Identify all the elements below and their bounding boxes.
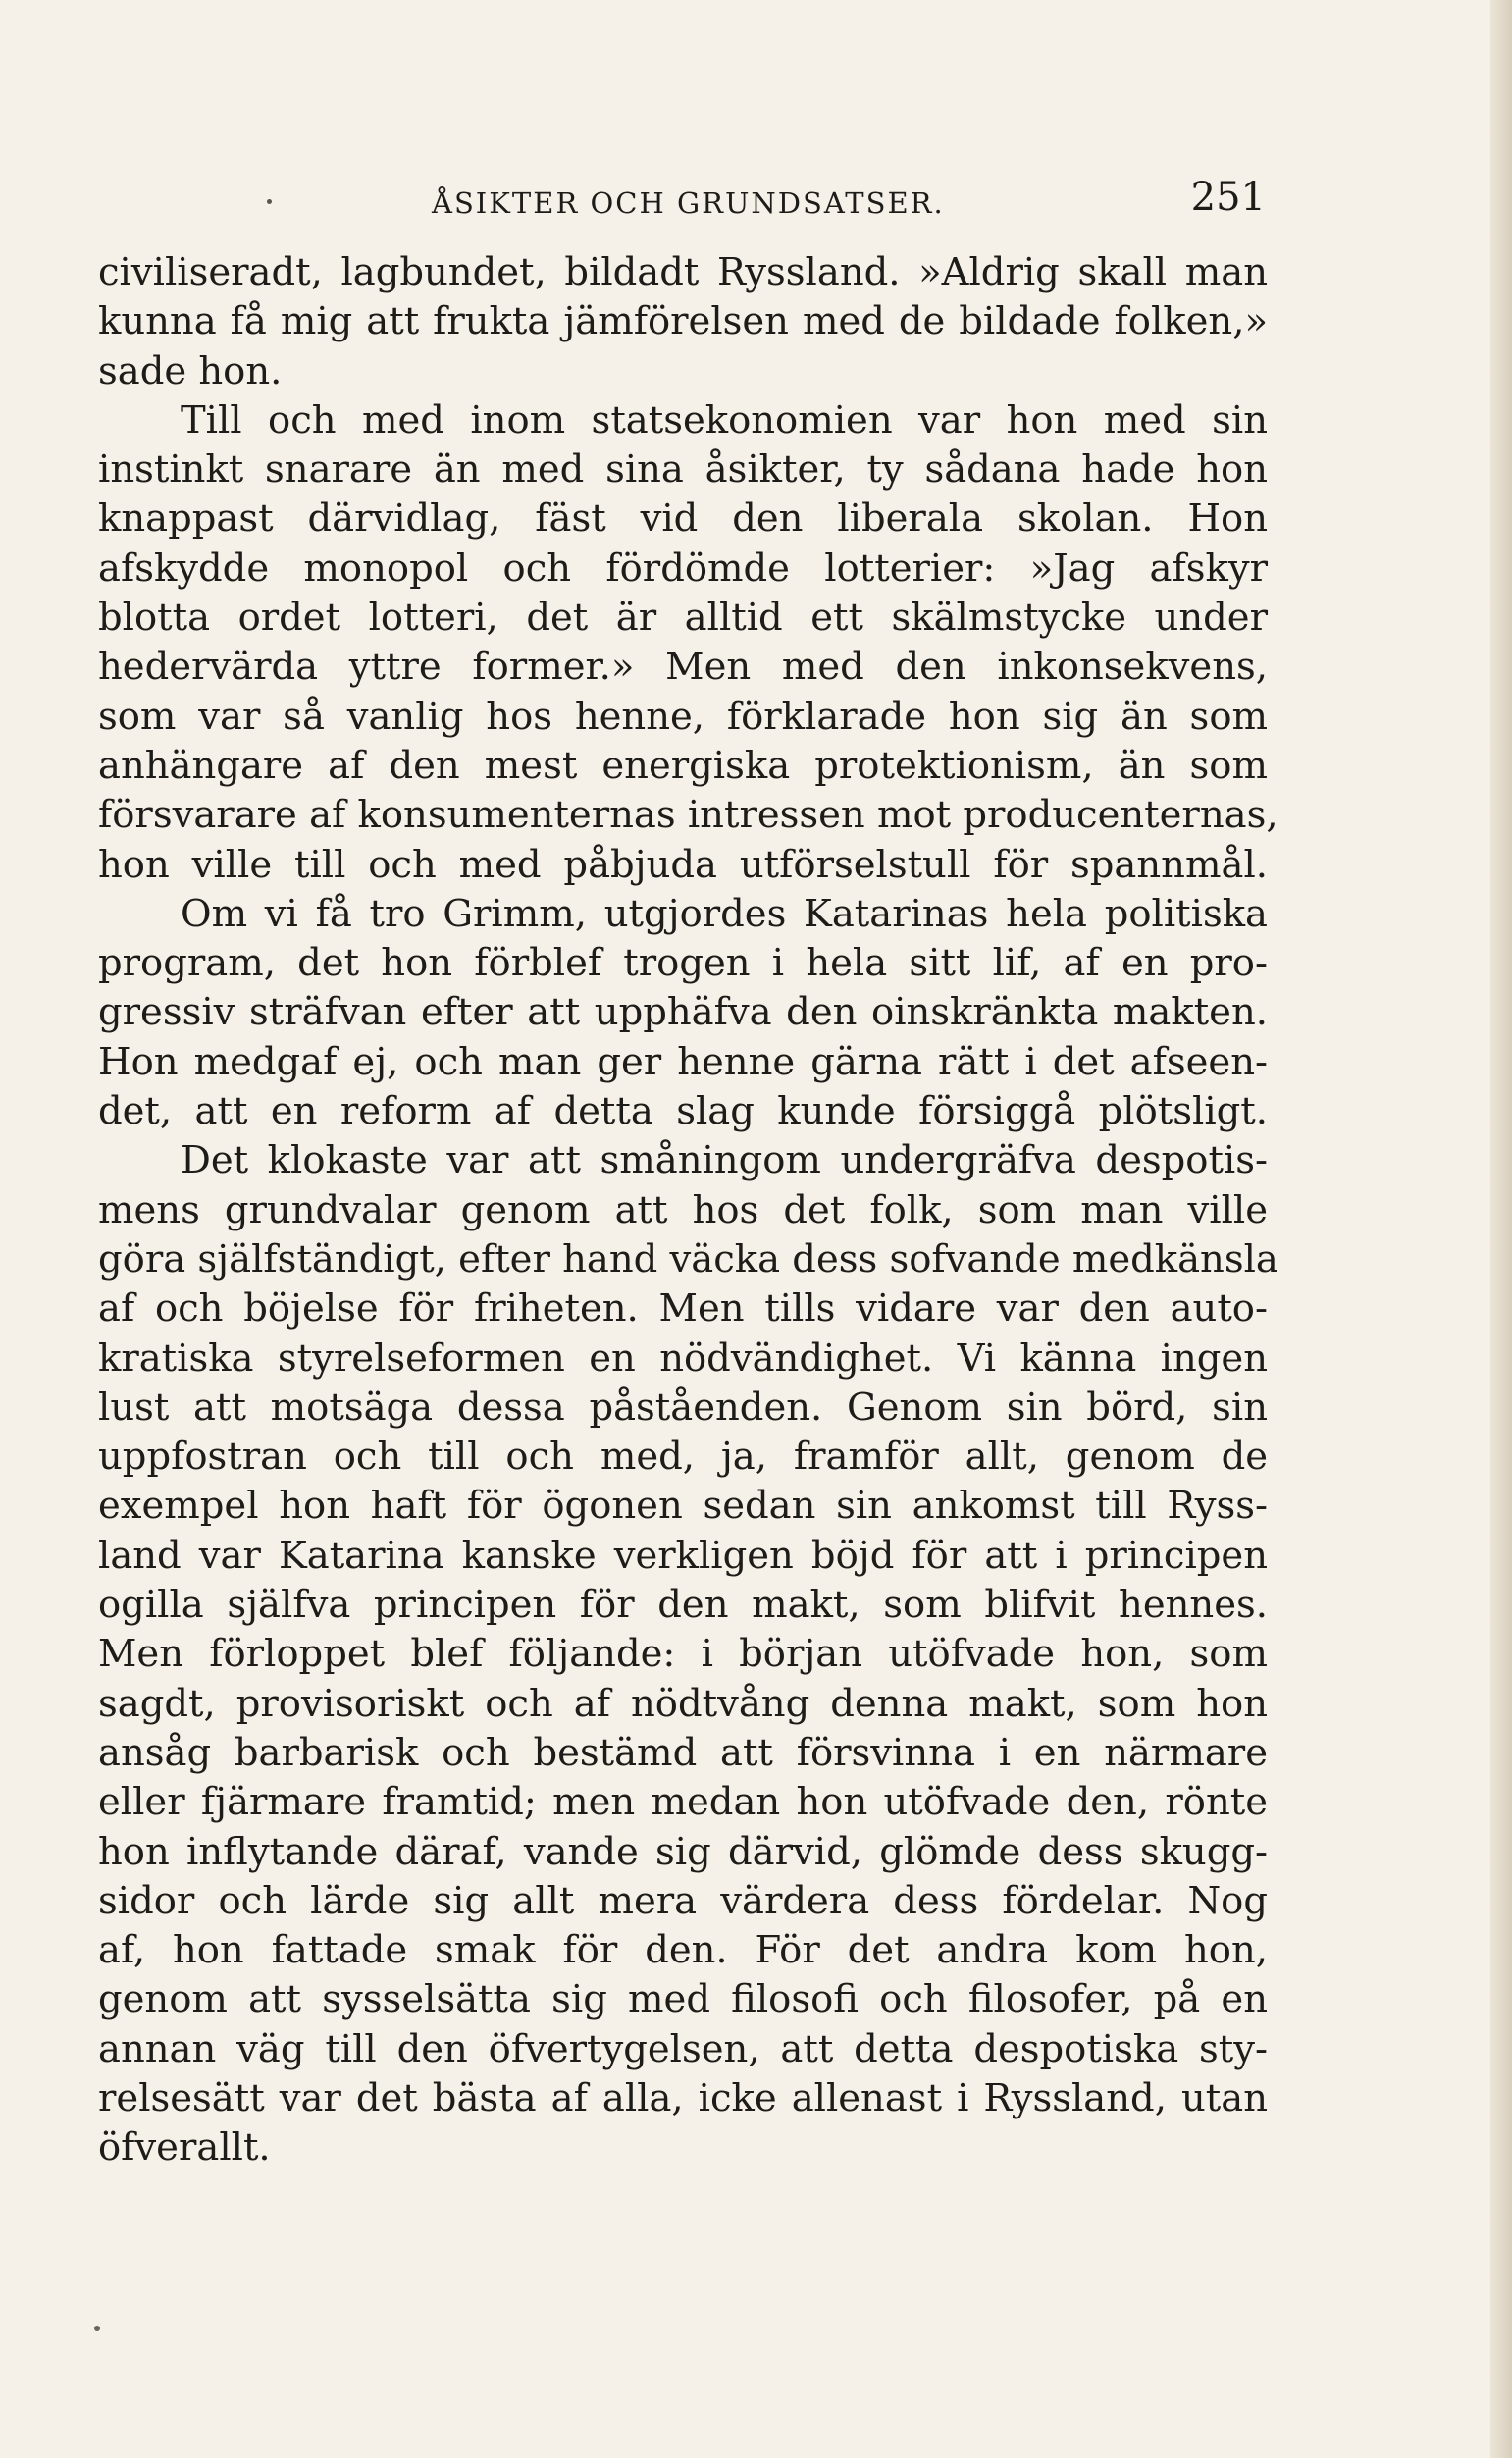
page-edge [1490,0,1512,2458]
text-line: knappast därvidlag, fäst vid den liberala skolan. Hon [98,497,1268,542]
text-line: Till och med inom statsekonomien var hon med sin [181,397,1268,443]
text-line: ansåg barbarisk och bestämd att försvinna i en närmare [98,1730,1268,1775]
text-line: eller fjärmare framtid; men medan hon utöfvade den, rönte [98,1780,1268,1825]
text-line: af och böjelse för friheten. Men tills vidare var den auto- [98,1286,1268,1332]
text-line: det, att en reform af detta slag kunde försiggå plötsligt. [98,1089,1268,1134]
text-line: blotta ordet lotteri, det är alltid ett skälmstycke under [98,596,1268,641]
text-line: civiliseradt, lagbundet, bildadt Ryssland. »Aldrig skall man [98,250,1268,294]
text-line: kunna få mig att frukta jämförelsen med de bildade folken,» [98,299,1268,344]
text-line: instinkt snarare än med sina åsikter, ty sådana hade hon [98,447,1268,493]
body-text [98,248,1278,2173]
text-line: land var Katarina kanske verkligen böjd för att i principen [98,1533,1268,1578]
text-line: gressiv sträfvan efter att upphäfva den oinskränkta makten. [98,990,1268,1035]
text-line: hon ville till och med påbjuda utförselstull för spannmål. [98,842,1268,887]
text-line: mens grundvalar genom att hos det folk, som man ville [98,1187,1268,1232]
text-line: hon inflytande däraf, vande sig därvid, glömde dess skugg- [98,1829,1268,1874]
text-line: annan väg till den öfvertygelsen, att detta despotiska sty- [98,2026,1268,2071]
paper-speck [94,2326,100,2331]
text-line: ogilla själfva principen för den makt, som blifvit hennes. [98,1583,1268,1628]
text-line: lust att motsäga dessa påståenden. Genom sin börd, sin [98,1385,1268,1430]
text-line: försvarare af konsumenternas intressen mot producenternas, [98,793,1278,838]
text-line: Om vi få tro Grimm, utgjordes Katarinas hela politiska [181,891,1268,936]
text-line: Det klokaste var att småningom undergräfva despotis- [181,1138,1268,1183]
page-number: 251 [1190,175,1266,220]
text-line: göra själfständigt, efter hand väcka dess sofvande medkänsla [98,1236,1278,1281]
text-line: sidor och lärde sig allt mera värdera dess fördelar. Nog [98,1878,1268,1923]
text-line: sagdt, provisoriskt och af nödtvång denna makt, som hon [98,1681,1268,1726]
text-line: sade hon. [98,348,283,393]
text-line: Men förloppet blef följande: i början utöfvade hon, som [98,1632,1268,1677]
text-line: anhängare af den mest energiska protektionism, än som [98,743,1268,788]
text-line: hedervärda yttre former.» Men med den inkonsekvens, [98,645,1268,690]
text-line: af, hon fattade smak för den. För det andra kom hon, [98,1928,1268,1973]
running-head: ÅSIKTER OCH GRUNDSATSER. [432,186,945,220]
text-line: program, det hon förblef trogen i hela sitt lif, af en pro- [98,941,1268,986]
text-line: afskydde monopol och fördömde lotterier: »Jag afskyr [98,546,1268,591]
text-line: genom att sysselsätta sig med filosofi och filosofer, på en [98,1977,1268,2022]
text-line: exempel hon haft för ögonen sedan sin ankomst till Ryss- [98,1484,1268,1529]
text-line: kratiska styrelseformen en nödvändighet. Vi känna ingen [98,1335,1268,1381]
page-header [98,175,1266,234]
text-line: Hon medgaf ej, och man ger henne gärna rätt i det afseen- [98,1039,1268,1084]
text-line: öfverallt. [98,2125,271,2170]
text-line: uppfostran och till och med, ja, framför allt, genom de [98,1435,1268,1480]
text-line: som var så vanlig hos henne, förklarade hon sig än som [98,694,1268,739]
text-line: relsesätt var det bästa af alla, icke allenast i Ryssland, utan [98,2075,1268,2120]
